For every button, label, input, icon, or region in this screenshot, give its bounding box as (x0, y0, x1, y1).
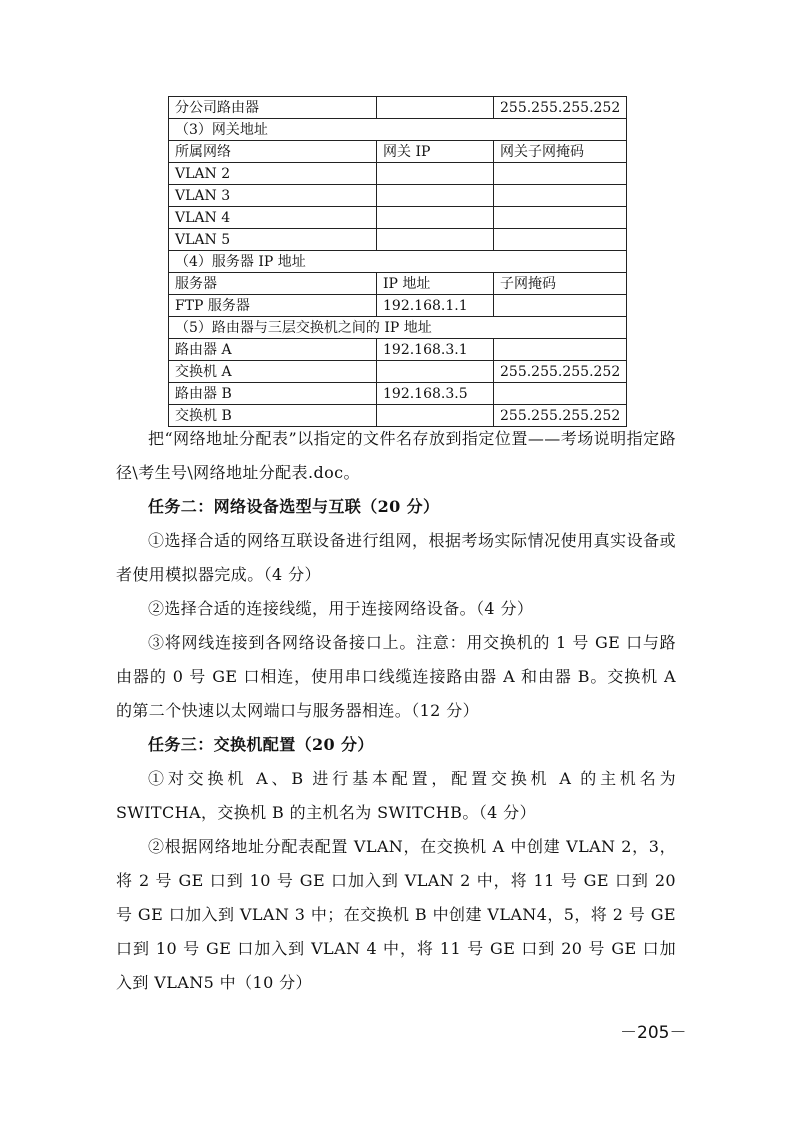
paragraph-task2-item2: ②选择合适的连接线缆，用于连接网络设备。（4 分） (148, 599, 534, 618)
section-row (169, 251, 627, 273)
section-heading: （4）服务器 IP 地址 (169, 251, 627, 273)
table-cell: 192.168.1.1 (377, 295, 494, 317)
column-header: 网关子网掩码 (494, 141, 627, 163)
table-cell: VLAN 3 (169, 185, 377, 207)
table-cell (377, 361, 494, 383)
table-row (169, 163, 627, 185)
table-cell (494, 339, 627, 361)
table-cell: 路由器 B (169, 383, 377, 405)
table-cell: 255.255.255.252 (494, 405, 627, 427)
table-header-row (169, 141, 627, 163)
table-cell (494, 163, 627, 185)
section-heading: （3）网关地址 (169, 119, 627, 141)
table-cell: 分公司路由器 (169, 97, 377, 119)
table-cell: 255.255.255.252 (494, 97, 627, 119)
table-cell (377, 163, 494, 185)
table-row (169, 295, 627, 317)
table-row (169, 361, 627, 383)
paragraph-task2-item1: ①选择合适的网络互联设备进行组网，根据考场实际情况使用真实设备或者使用模拟器完成。（4 分） (116, 531, 676, 584)
task-two-heading: 任务二：网络设备选型与互联（20 分） (148, 497, 440, 516)
table-row (169, 97, 627, 119)
column-header: 网关 IP (377, 141, 494, 163)
table-cell (494, 383, 627, 405)
table-header-row (169, 273, 627, 295)
table-cell (494, 207, 627, 229)
table-cell: 交换机 A (169, 361, 377, 383)
table-cell: 交换机 B (169, 405, 377, 427)
table-row (169, 339, 627, 361)
column-header: 所属网络 (169, 141, 377, 163)
page-number: －205－ (620, 1023, 687, 1043)
table-cell: VLAN 5 (169, 229, 377, 251)
table-cell (377, 207, 494, 229)
table-cell (494, 229, 627, 251)
table-cell: VLAN 4 (169, 207, 377, 229)
table-cell (377, 185, 494, 207)
table-cell: 255.255.255.252 (494, 361, 627, 383)
table-row (169, 185, 627, 207)
table-cell: FTP 服务器 (169, 295, 377, 317)
column-header: 子网掩码 (494, 273, 627, 295)
paragraph-task3-item1: ①对交换机 A、B 进行基本配置，配置交换机 A 的主机名为 SWITCHA，交换机 B 的主机名为 SWITCHB。（4 分） (116, 769, 676, 822)
table-cell (494, 295, 627, 317)
table-cell (377, 97, 494, 119)
table-row (169, 383, 627, 405)
body-text (116, 422, 676, 1000)
table-cell: 路由器 A (169, 339, 377, 361)
paragraph-save-instruction: 把“网络地址分配表”以指定的文件名存放到指定位置——考场说明指定路径\考生号\网络地址分配表.doc。 (116, 429, 676, 482)
section-heading: （5）路由器与三层交换机之间的 IP 地址 (169, 317, 627, 339)
column-header: 服务器 (169, 273, 377, 295)
table-row (169, 207, 627, 229)
table-cell (377, 229, 494, 251)
paragraph-task2-item3: ③将网线连接到各网络设备接口上。注意：用交换机的 1 号 GE 口与路由器的 0 号 GE 口相连，使用串口线缆连接路由器 A 和由器 B。交换机 A 的第二个快速以太网端口与服务器相连。（12 分） (116, 633, 676, 720)
table-row (169, 229, 627, 251)
paragraph-task3-item2: ②根据网络地址分配表配置 VLAN，在交换机 A 中创建 VLAN 2，3，将 2 号 GE 口到 10 号 GE 口加入到 VLAN 2 中，将 11 号 GE 口到 20 号 GE 口加入到 VLAN 3 中；在交换机 B 中创建 VLAN4，5，将 2 号 GE 口到 10 号 GE 口加入到 VLAN 4 中，将 11 号 GE 口到 20 号 GE 口加入到 VLAN5 中（10 分） (116, 837, 676, 992)
section-row (169, 119, 627, 141)
ip-address-table (168, 96, 627, 427)
task-three-heading: 任务三：交换机配置（20 分） (148, 735, 374, 754)
table-cell: VLAN 2 (169, 163, 377, 185)
table-cell (494, 185, 627, 207)
table-cell: 192.168.3.5 (377, 383, 494, 405)
section-row (169, 317, 627, 339)
table-cell: 192.168.3.1 (377, 339, 494, 361)
column-header: IP 地址 (377, 273, 494, 295)
